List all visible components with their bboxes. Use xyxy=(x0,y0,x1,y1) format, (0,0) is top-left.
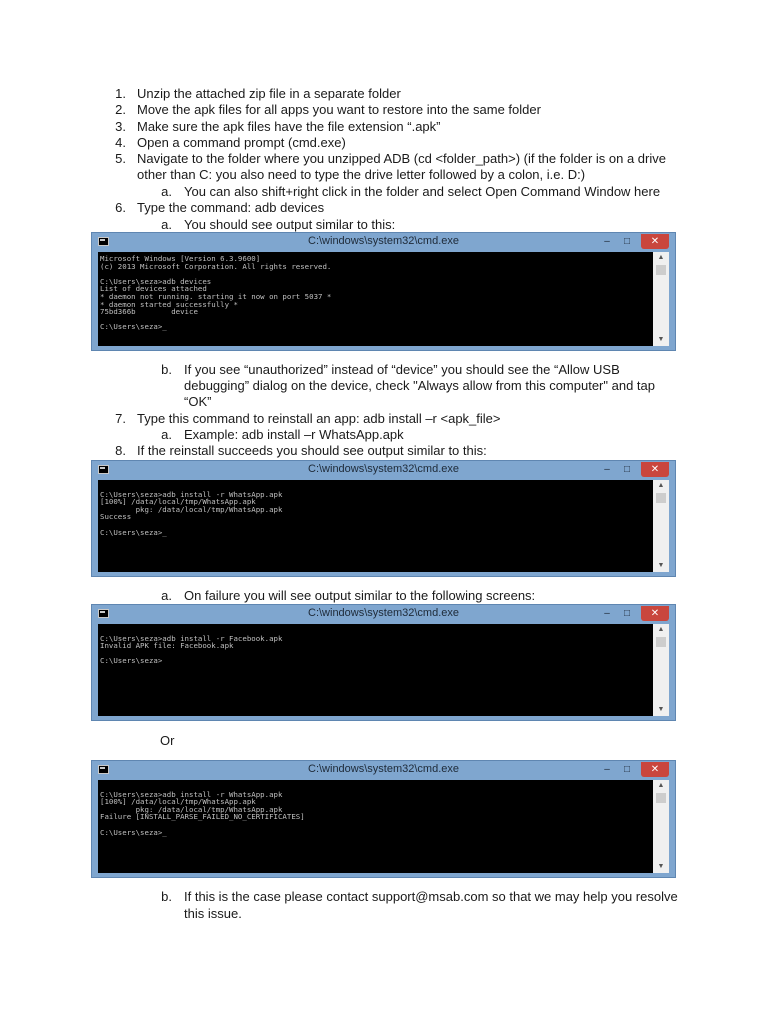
close-button[interactable]: ✕ xyxy=(641,606,669,621)
step-text: debugging” dialog on the device, check "Always allow from this computer" and tap xyxy=(184,378,655,393)
close-button[interactable]: ✕ xyxy=(641,462,669,477)
title-bar[interactable] xyxy=(92,761,675,780)
step-text: Open a command prompt (cmd.exe) xyxy=(137,135,346,150)
step-text: If this is the case please contact support@msab.com so that we may help you resolve xyxy=(184,889,678,904)
step-number: 5. xyxy=(115,151,126,166)
window-title: C:\windows\system32\cmd.exe xyxy=(308,763,459,775)
maximize-button[interactable]: □ xyxy=(623,608,631,619)
scroll-up-icon[interactable]: ▲ xyxy=(657,626,665,633)
scroll-down-icon[interactable]: ▼ xyxy=(657,562,665,569)
vertical-scrollbar[interactable] xyxy=(653,780,669,873)
step-number: 8. xyxy=(115,443,126,458)
console-area[interactable] xyxy=(98,252,653,346)
minimize-button[interactable]: – xyxy=(604,236,610,247)
title-bar[interactable] xyxy=(92,233,675,252)
step-text: other than C: you also need to type the drive letter followed by a colon, i.e. D:) xyxy=(137,167,586,182)
maximize-button[interactable]: □ xyxy=(623,764,631,775)
window-title: C:\windows\system32\cmd.exe xyxy=(308,463,459,475)
step-text: Type this command to reinstall an app: adb install –r <apk_file> xyxy=(137,411,501,426)
step-text: On failure you will see output similar to the following screens: xyxy=(184,588,536,603)
scroll-down-icon[interactable]: ▼ xyxy=(657,706,665,713)
step-text: Example: adb install –r WhatsApp.apk xyxy=(184,427,404,442)
close-button[interactable]: ✕ xyxy=(641,762,669,777)
step-letter: a. xyxy=(161,217,172,232)
step-text: Unzip the attached zip file in a separate folder xyxy=(137,86,401,101)
step-text: If the reinstall succeeds you should see output similar to this: xyxy=(137,443,487,458)
maximize-button[interactable]: □ xyxy=(623,236,631,247)
cmd-window xyxy=(91,604,676,721)
scroll-up-icon[interactable]: ▲ xyxy=(657,482,665,489)
minimize-button[interactable]: – xyxy=(604,764,610,775)
step-text: “OK” xyxy=(184,394,212,409)
title-bar[interactable] xyxy=(92,605,675,624)
step-number: 1. xyxy=(115,86,126,101)
scroll-thumb[interactable] xyxy=(656,793,666,803)
scroll-thumb[interactable] xyxy=(656,493,666,503)
scroll-thumb[interactable] xyxy=(656,265,666,275)
step-number: 7. xyxy=(115,411,126,426)
step-text: Navigate to the folder where you unzipped ADB (cd <folder_path>) (if the folder is on a drive xyxy=(137,151,666,166)
step-number: 4. xyxy=(115,135,126,150)
window-title: C:\windows\system32\cmd.exe xyxy=(308,607,459,619)
minimize-button[interactable]: – xyxy=(604,608,610,619)
cmd-window xyxy=(91,232,676,351)
console-output: C:\Users\seza>adb install -r Facebook.apk Invalid APK file: Facebook.apk C:\Users\seza> xyxy=(100,633,283,666)
step-letter: a. xyxy=(161,427,172,442)
close-button[interactable]: ✕ xyxy=(641,234,669,249)
console-output: Microsoft Windows [Version 6.3.9600] (c) 2013 Microsoft Corporation. All rights reserved. C:\Users\seza>adb devices List of devices attached * daemon not running. starting it now on port 5037 * * daemon started successfully * 75bd366b device C:\Users\seza>_ xyxy=(100,254,332,332)
vertical-scrollbar[interactable] xyxy=(653,624,669,716)
scroll-up-icon[interactable]: ▲ xyxy=(657,254,665,261)
step-text: this issue. xyxy=(184,906,242,921)
step-letter: a. xyxy=(161,184,172,199)
scroll-up-icon[interactable]: ▲ xyxy=(657,782,665,789)
step-letter: b. xyxy=(161,362,172,377)
step-text: If you see “unauthorized” instead of “device” you should see the “Allow USB xyxy=(184,362,620,377)
step-text: Type the command: adb devices xyxy=(137,200,325,215)
step-text: You should see output similar to this: xyxy=(184,217,396,232)
step-number: 3. xyxy=(115,119,126,134)
scroll-thumb[interactable] xyxy=(656,637,666,647)
maximize-button[interactable]: □ xyxy=(623,464,631,475)
console-area[interactable] xyxy=(98,480,653,572)
step-letter: b. xyxy=(161,889,172,904)
step-text: You can also shift+right click in the folder and select Open Command Window here xyxy=(184,184,661,199)
console-output: C:\Users\seza>adb install -r WhatsApp.apk [100%] /data/local/tmp/WhatsApp.apk pkg: /data/local/tmp/WhatsApp.apk Failure [INSTALL_PARSE_FAILED_NO_CERTIFICATES] C:\Users\seza>_ xyxy=(100,789,305,837)
scroll-down-icon[interactable]: ▼ xyxy=(657,863,665,870)
vertical-scrollbar[interactable] xyxy=(653,480,669,572)
title-bar[interactable] xyxy=(92,461,675,480)
cmd-window xyxy=(91,760,676,878)
console-area[interactable] xyxy=(98,624,653,716)
or-label: Or xyxy=(160,733,175,748)
cmd-window xyxy=(91,460,676,577)
step-letter: a. xyxy=(161,588,172,603)
step-number: 2. xyxy=(115,102,126,117)
scroll-down-icon[interactable]: ▼ xyxy=(657,336,665,343)
step-text: Make sure the apk files have the file extension “.apk” xyxy=(137,119,441,134)
minimize-button[interactable]: – xyxy=(604,464,610,475)
console-output: C:\Users\seza>adb install -r WhatsApp.apk [100%] /data/local/tmp/WhatsApp.apk pkg: /data/local/tmp/WhatsApp.apk Success C:\Users\seza>_ xyxy=(100,489,283,537)
step-number: 6. xyxy=(115,200,126,215)
window-title: C:\windows\system32\cmd.exe xyxy=(308,235,459,247)
step-text: Move the apk files for all apps you want to restore into the same folder xyxy=(137,102,541,117)
console-area[interactable] xyxy=(98,780,653,873)
vertical-scrollbar[interactable] xyxy=(653,252,669,346)
